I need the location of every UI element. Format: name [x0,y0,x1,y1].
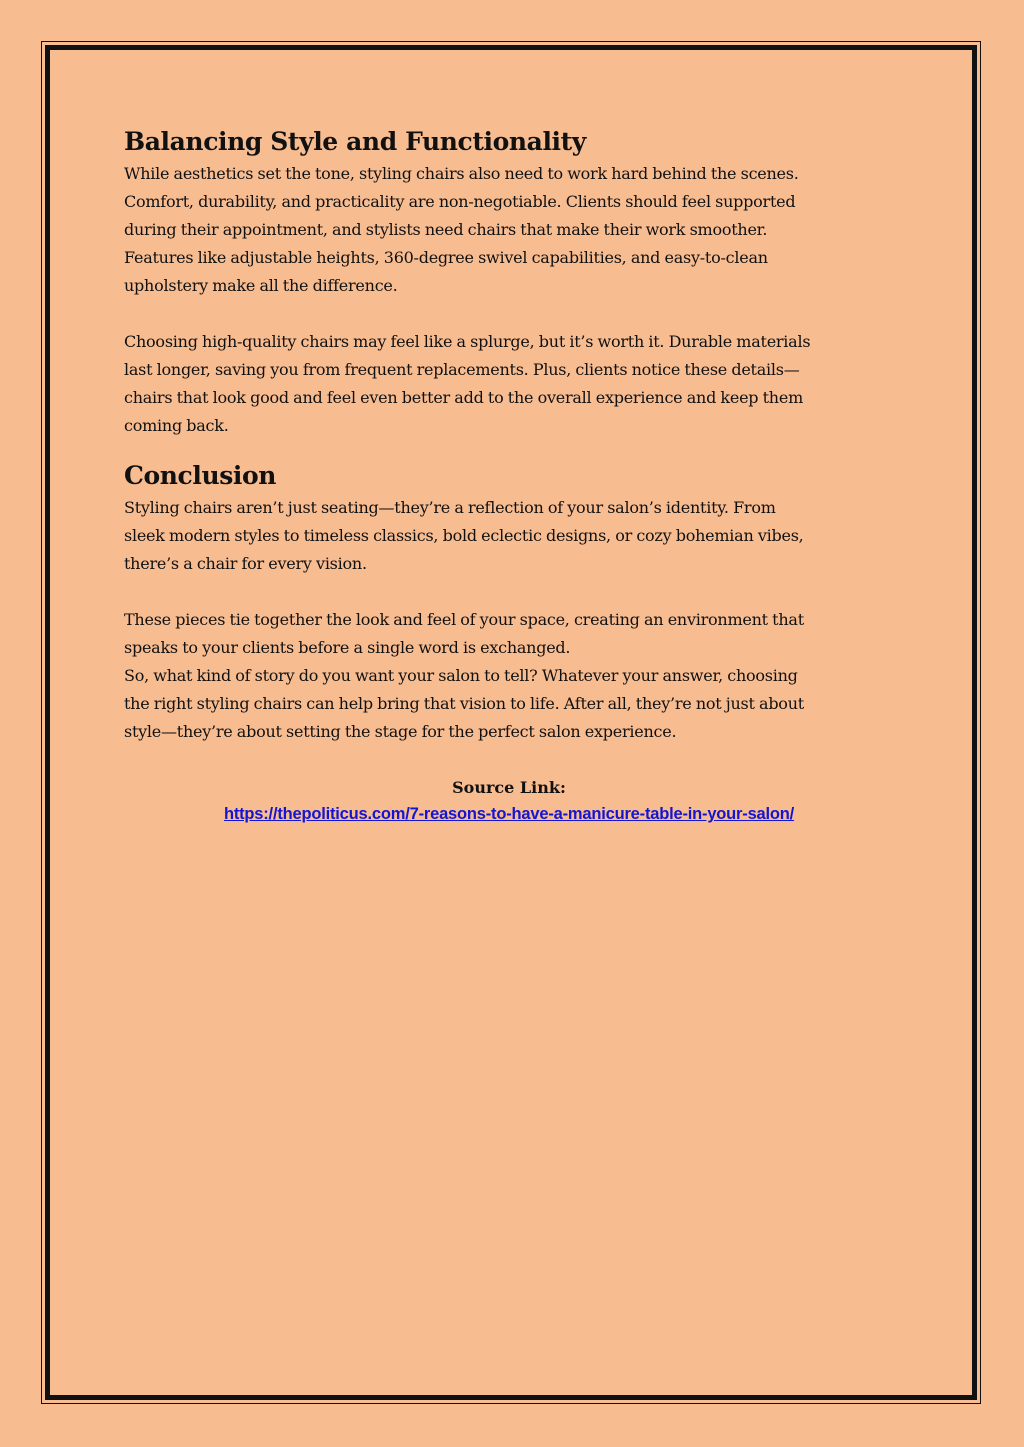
paragraph-conclusion-1 [124,494,894,578]
text-line: during their appointment, and stylists need chairs that make their work smoother. [124,220,768,239]
text-line: upholstery make all the difference. [124,276,398,295]
paragraph-spacer [124,300,894,328]
text-line: Styling chairs aren’t just seating—they’re a reflection of your salon’s identity. From [124,498,776,517]
text-line: While aesthetics set the tone, styling chairs also need to work hard behind the scenes. [124,164,799,183]
paragraph-spacer [124,578,894,606]
section-heading-conclusion: Conclusion [124,461,277,490]
paragraph-conclusion-2 [124,606,894,746]
text-line: coming back. [124,416,229,435]
text-line: there’s a chair for every vision. [124,554,367,573]
text-line: speaks to your clients before a single word is exchanged. [124,638,571,657]
paragraph-balancing-2 [124,328,894,440]
text-line: style—they’re about setting the stage for the perfect salon experience. [124,722,677,741]
text-line: So, what kind of story do you want your salon to tell? Whatever your answer, choosing [124,666,798,685]
text-line: sleek modern styles to timeless classics, bold eclectic designs, or cozy bohemian vibes, [124,526,804,545]
paragraph-balancing-1 [124,160,894,300]
text-line: These pieces tie together the look and feel of your space, creating an environment that [124,610,804,629]
text-line: Features like adjustable heights, 360-degree swivel capabilities, and easy-to-clean [124,248,768,267]
text-line: chairs that look good and feel even better add to the overall experience and keep them [124,388,803,407]
text-line: Comfort, durability, and practicality are non-negotiable. Clients should feel supported [124,192,796,211]
text-line: Choosing high-quality chairs may feel like a splurge, but it’s worth it. Durable materials [124,332,811,351]
source-block [124,774,894,826]
text-line: last longer, saving you from frequent replacements. Plus, clients notice these details— [124,360,800,379]
text-line: the right styling chairs can help bring that vision to life. After all, they’re not just about [124,694,804,713]
source-label: Source Link: [452,778,566,797]
document-body [124,124,894,826]
source-link[interactable]: https://thepoliticus.com/7-reasons-to-have-a-manicure-table-in-your-salon/ [223,805,795,823]
section-spacer [124,440,894,458]
section-heading-balancing: Balancing Style and Functionality [124,127,586,156]
